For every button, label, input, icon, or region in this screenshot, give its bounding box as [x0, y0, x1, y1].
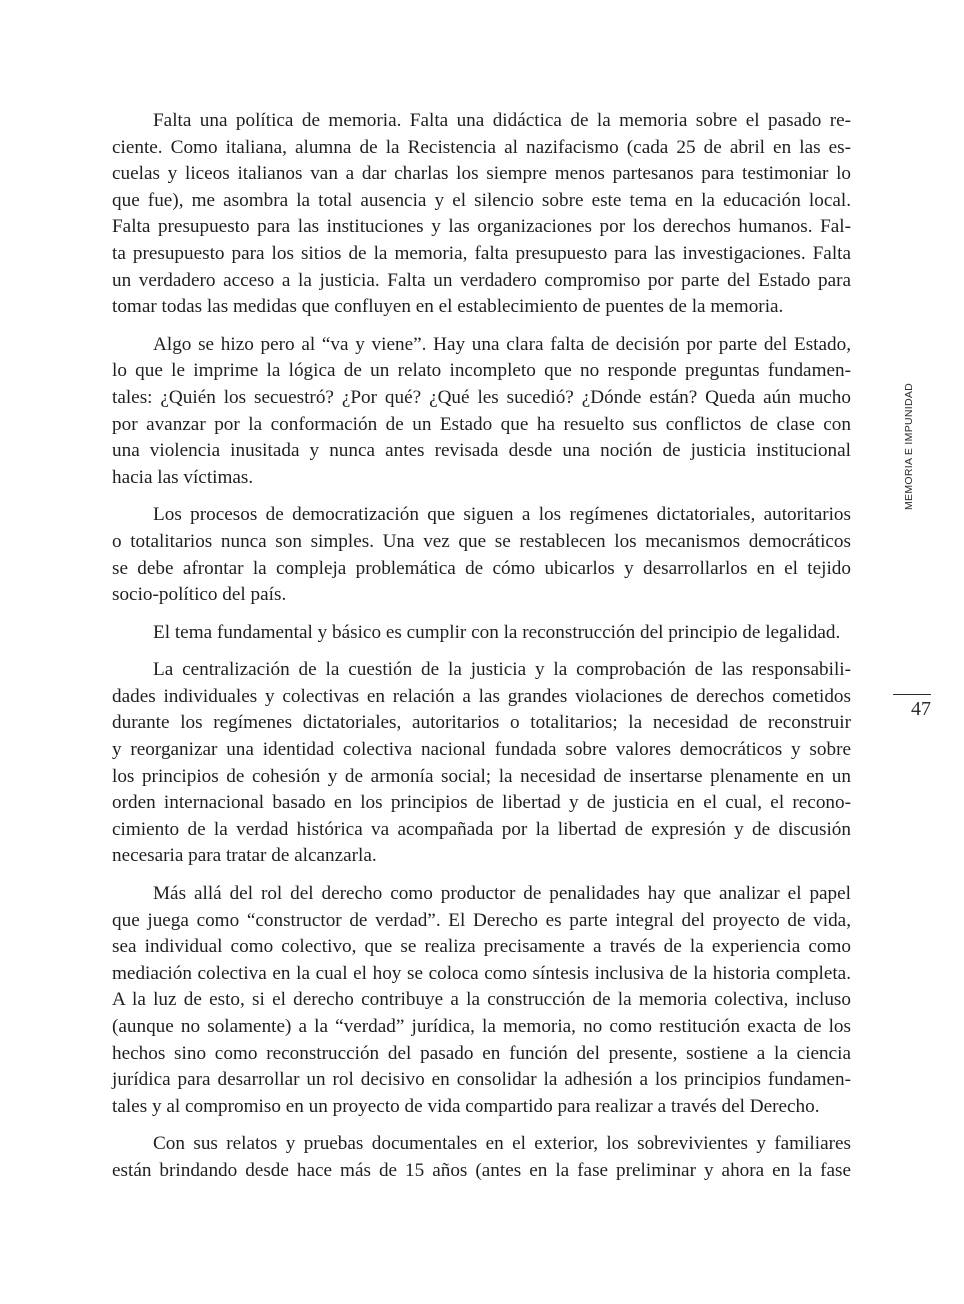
text-line: dades individuales y colectivas en relación a las grandes violaciones de derechos cometidos — [112, 685, 851, 707]
text-line: lo que le imprime la lógica de un relato incompleto que no responde preguntas fundamen- — [112, 360, 851, 382]
text-line: cuelas y liceos italianos van a dar charlas los siempre menos partesanos para testimoniar lo — [112, 163, 851, 185]
text-line: o totalitarios nunca son simples. Una vez que se restablecen los mecanismos democráticos — [112, 530, 851, 552]
text-line: ta presupuesto para los sitios de la memoria, falta presupuesto para las investigaciones. Falta — [112, 242, 851, 264]
text-line: hechos sino como reconstrucción del pasado en función del presente, sostiene a la ciencia — [112, 1042, 851, 1064]
body-text — [112, 108, 851, 1185]
paragraph — [112, 108, 851, 321]
text-line: Falta una política de memoria. Falta una didáctica de la memoria sobre el pasado re- — [153, 110, 851, 131]
text-line: Falta presupuesto para las instituciones y las organizaciones por los derechos humanos. Fal- — [112, 216, 851, 238]
text-line: se debe afrontar la compleja problemática de cómo ubicarlos y desarrollarlos en el tejido — [112, 557, 851, 579]
paragraph — [112, 502, 851, 608]
text-line: que fue), me asombra la total ausencia y el silencio sobre este tema en la educación local. — [112, 189, 851, 211]
text-line: hacia las víctimas. — [112, 466, 254, 488]
paragraph — [112, 881, 851, 1120]
text-line: orden internacional basado en los principios de libertad y de justicia en el cual, el recono- — [112, 792, 851, 814]
running-head: MEMORIA E IMPUNIDAD — [903, 382, 915, 510]
text-line: un verdadero acceso a la justicia. Falta un verdadero compromiso por parte del Estado para — [112, 269, 851, 291]
text-line: necesaria para tratar de alcanzarla. — [112, 845, 377, 867]
text-line: durante los regímenes dictatoriales, autoritarios o totalitarios; la necesidad de reconstruir — [112, 712, 851, 734]
text-line: cimiento de la verdad histórica va acompañada por la libertad de expresión y de discusión — [112, 818, 851, 840]
paragraph — [112, 620, 851, 647]
page-number: 47 — [911, 698, 931, 720]
text-line: tales: ¿Quién los secuestró? ¿Por qué? ¿Qué les sucedió? ¿Dónde están? Queda aún mucho — [112, 386, 851, 408]
text-line: Algo se hizo pero al “va y viene”. Hay una clara falta de decisión por parte del Estado, — [153, 333, 851, 355]
text-line: están brindando desde hace más de 15 años (antes en la fase preliminar y ahora en la fase — [112, 1159, 851, 1181]
text-line: que juega como “constructor de verdad”. El Derecho es parte integral del proyecto de vida, — [112, 909, 851, 931]
text-line: y reorganizar una identidad colectiva nacional fundada sobre valores democráticos y sobre — [112, 739, 851, 761]
text-line: Más allá del rol del derecho como productor de penalidades hay que analizar el papel — [153, 883, 851, 905]
text-line: socio-político del país. — [112, 584, 287, 606]
text-line: por avanzar por la conformación de un Estado que ha resuelto sus conflictos de clase con — [112, 413, 851, 435]
paragraph — [112, 1131, 851, 1184]
text-line: tomar todas las medidas que confluyen en el establecimiento de puentes de la memoria. — [112, 296, 784, 318]
text-line: (aunque no solamente) a la “verdad” jurídica, la memoria, no como restitución exacta de los — [112, 1016, 851, 1037]
text-line: ciente. Como italiana, alumna de la Recistencia al nazifacismo (cada 25 de abril en las es- — [112, 136, 851, 158]
text-line: una violencia inusitada y nunca antes revisada desde una noción de justicia institucional — [112, 440, 851, 462]
text-line: jurídica para desarrollar un rol decisivo en consolidar la adhesión a los principios fundamen- — [112, 1069, 851, 1091]
text-line: mediación colectiva en la cual el hoy se coloca como síntesis inclusiva de la historia completa. — [112, 962, 851, 984]
text-line: A la luz de esto, si el derecho contribuye a la construcción de la memoria colectiva, incluso — [112, 989, 851, 1011]
text-line: Los procesos de democratización que siguen a los regímenes dictatoriales, autoritarios — [153, 504, 851, 526]
text-line: tales y al compromiso en un proyecto de vida compartido para realizar a través del Derecho. — [112, 1095, 820, 1117]
text-line: El tema fundamental y básico es cumplir con la reconstrucción del principio de legalidad. — [153, 621, 841, 643]
page-number-rule — [893, 694, 931, 695]
text-line: sea individual como colectivo, que se realiza precisamente a través de la experiencia como — [112, 936, 851, 958]
paragraph — [112, 332, 851, 492]
text-line: La centralización de la cuestión de la justicia y la comprobación de las responsabili- — [153, 659, 851, 681]
text-line: Con sus relatos y pruebas documentales en el exterior, los sobrevivientes y familiares — [153, 1133, 851, 1155]
text-line: los principios de cohesión y de armonía social; la necesidad de insertarse plenamente en un — [112, 765, 851, 787]
paragraph — [112, 657, 851, 870]
